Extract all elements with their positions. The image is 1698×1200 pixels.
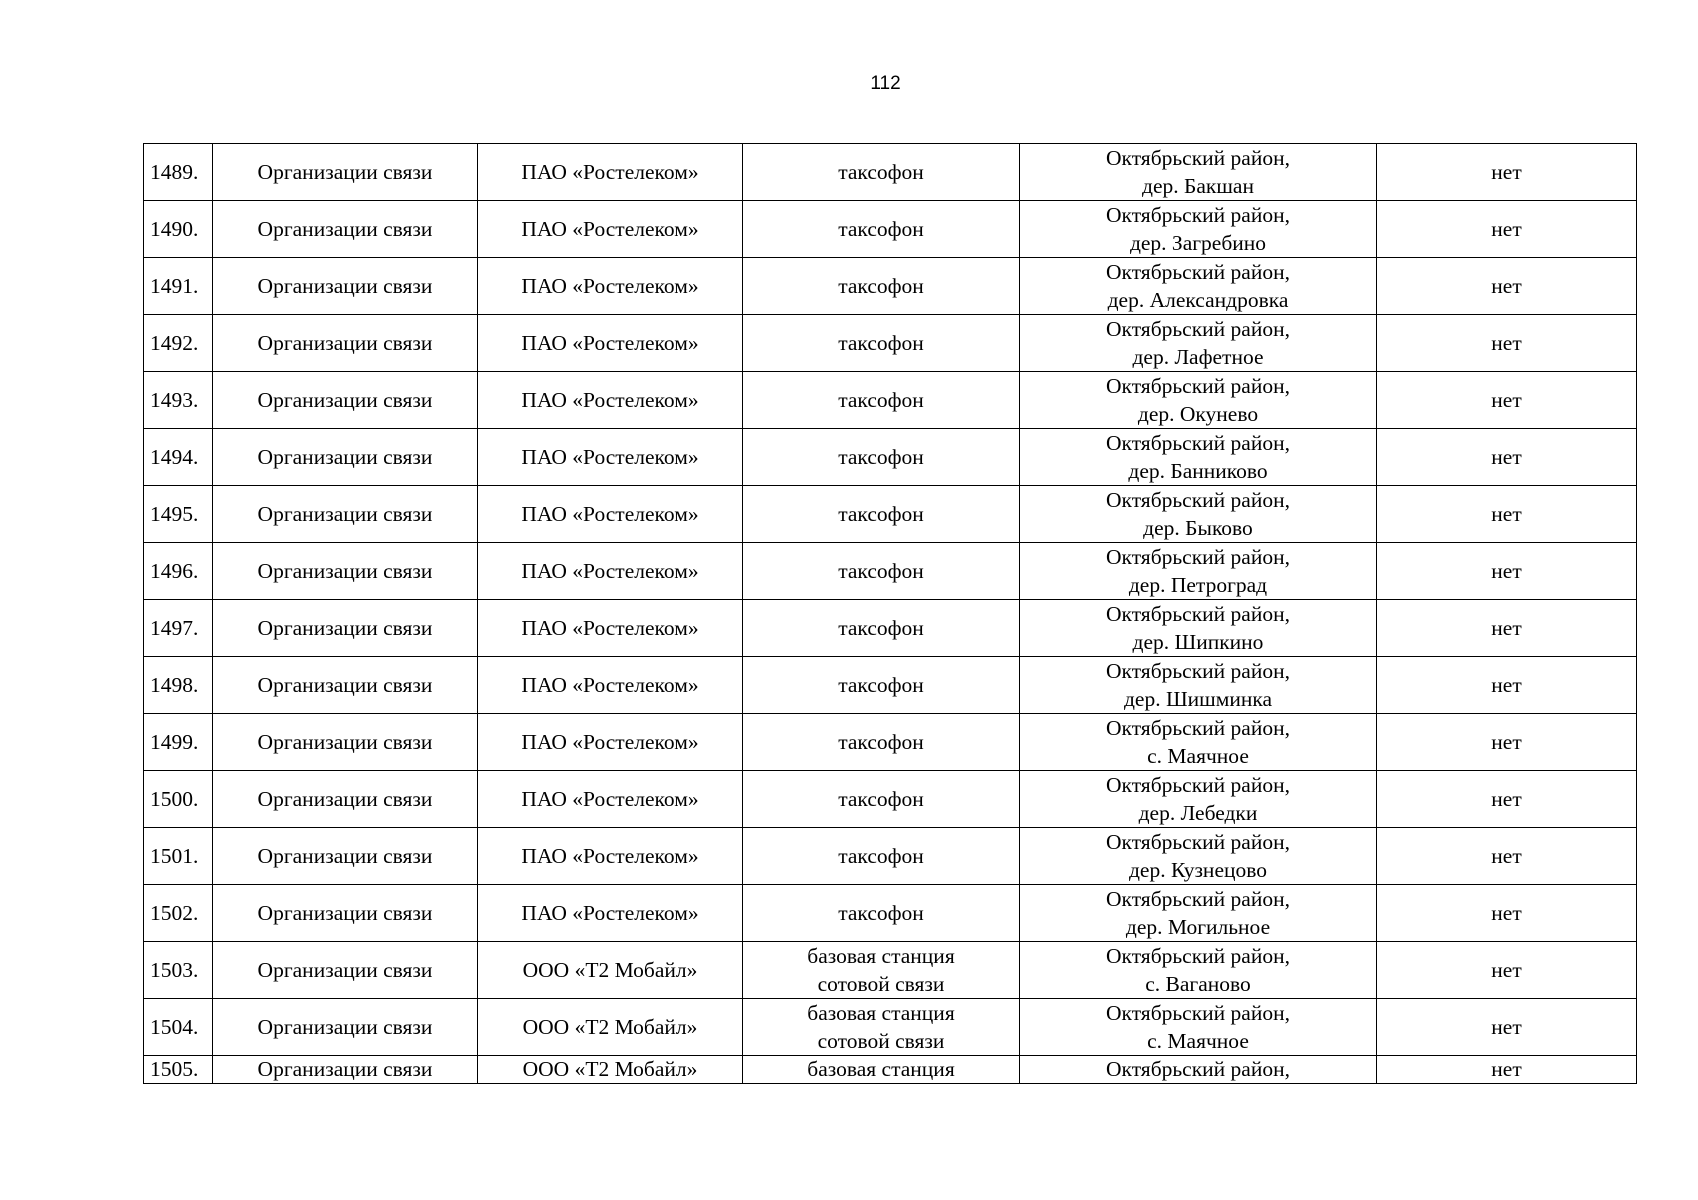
row-category: Организации связи [213, 885, 478, 942]
row-status: нет [1377, 828, 1637, 885]
row-address-line: Октябрьский район, [1106, 317, 1290, 341]
row-number: 1493. [144, 372, 213, 429]
row-object-type [743, 429, 1020, 486]
row-organization: ПАО «Ростелеком» [478, 771, 743, 828]
row-object-line: таксофон [838, 559, 924, 583]
row-status: нет [1377, 771, 1637, 828]
row-number: 1490. [144, 201, 213, 258]
row-address [1020, 201, 1377, 258]
row-address-line: дер. Банниково [1128, 459, 1268, 483]
table-row [144, 486, 1637, 543]
registry-table [143, 143, 1637, 1084]
table-row [144, 657, 1637, 714]
row-address [1020, 258, 1377, 315]
row-object-line: таксофон [838, 730, 924, 754]
row-status: нет [1377, 999, 1637, 1056]
row-address-line: дер. Лебедки [1138, 801, 1258, 825]
row-address [1020, 942, 1377, 999]
row-address [1020, 543, 1377, 600]
row-number: 1504. [144, 999, 213, 1056]
row-address [1020, 999, 1377, 1056]
row-object-line: сотовой связи [817, 972, 945, 996]
table-row [144, 999, 1637, 1056]
row-status: нет [1377, 942, 1637, 999]
row-category: Организации связи [213, 258, 478, 315]
row-category: Организации связи [213, 600, 478, 657]
row-category: Организации связи [213, 1056, 478, 1084]
row-address [1020, 429, 1377, 486]
row-address-line: Октябрьский район, [1106, 602, 1290, 626]
row-organization: ПАО «Ростелеком» [478, 201, 743, 258]
row-object-type [743, 771, 1020, 828]
row-status: нет [1377, 600, 1637, 657]
row-number: 1501. [144, 828, 213, 885]
row-object-type [743, 258, 1020, 315]
row-address [1020, 714, 1377, 771]
row-address-line: дер. Петроград [1128, 573, 1268, 597]
row-object-type [743, 144, 1020, 201]
registry-table-body [144, 144, 1637, 1084]
table-row [144, 429, 1637, 486]
row-status: нет [1377, 315, 1637, 372]
row-category: Организации связи [213, 486, 478, 543]
row-object-type [743, 657, 1020, 714]
row-status: нет [1377, 372, 1637, 429]
row-category: Организации связи [213, 828, 478, 885]
row-address-line: дер. Окунево [1137, 402, 1259, 426]
row-category: Организации связи [213, 144, 478, 201]
row-organization: ПАО «Ростелеком» [478, 885, 743, 942]
row-category: Организации связи [213, 429, 478, 486]
row-number: 1503. [144, 942, 213, 999]
row-status: нет [1377, 429, 1637, 486]
table-row [144, 942, 1637, 999]
row-object-type [743, 714, 1020, 771]
row-address-line: Октябрьский район, [1106, 488, 1290, 512]
row-object-type [743, 543, 1020, 600]
table-row [144, 828, 1637, 885]
row-address-line: Октябрьский район, [1106, 830, 1290, 854]
row-address-line: с. Маячное [1147, 744, 1249, 768]
row-address [1020, 657, 1377, 714]
row-address [1020, 486, 1377, 543]
row-address-line: Октябрьский район, [1106, 944, 1290, 968]
row-address-line: дер. Загребино [1129, 231, 1267, 255]
row-address-line: дер. Могильное [1125, 915, 1271, 939]
row-organization: ПАО «Ростелеком» [478, 486, 743, 543]
row-number: 1496. [144, 543, 213, 600]
row-address-line: Октябрьский район, [1106, 260, 1290, 284]
row-organization: ПАО «Ростелеком» [478, 372, 743, 429]
row-address-line: с. Маячное [1147, 1029, 1249, 1053]
row-category: Организации связи [213, 942, 478, 999]
table-row [144, 600, 1637, 657]
row-object-line: таксофон [838, 844, 924, 868]
row-organization: ПАО «Ростелеком» [478, 144, 743, 201]
row-address-line: Октябрьский район, [1106, 374, 1290, 398]
row-object-line: базовая станция [807, 1001, 955, 1025]
row-object-type [743, 372, 1020, 429]
row-object-line: таксофон [838, 901, 924, 925]
row-object-type [743, 201, 1020, 258]
row-object-line: таксофон [838, 331, 924, 355]
row-number: 1497. [144, 600, 213, 657]
row-address-line: Октябрьский район, [1106, 431, 1290, 455]
row-status: нет [1377, 201, 1637, 258]
row-address [1020, 885, 1377, 942]
row-address-line: дер. Бакшан [1142, 174, 1254, 198]
row-number: 1502. [144, 885, 213, 942]
row-category: Организации связи [213, 771, 478, 828]
row-address-line: дер. Александровка [1107, 288, 1289, 312]
row-address [1020, 315, 1377, 372]
table-row [144, 372, 1637, 429]
row-address-line: с. Ваганово [1145, 972, 1251, 996]
row-number: 1499. [144, 714, 213, 771]
row-category: Организации связи [213, 372, 478, 429]
row-organization: ПАО «Ростелеком» [478, 657, 743, 714]
row-object-line: сотовой связи [817, 1029, 945, 1053]
row-number: 1498. [144, 657, 213, 714]
row-organization: ПАО «Ростелеком» [478, 429, 743, 486]
table-row [144, 258, 1637, 315]
row-organization: ООО «Т2 Мобайл» [478, 1056, 743, 1084]
row-object-line: базовая станция [807, 944, 955, 968]
row-object-line: таксофон [838, 787, 924, 811]
row-object-type [743, 600, 1020, 657]
table-row [144, 885, 1637, 942]
row-number: 1494. [144, 429, 213, 486]
row-address-line: Октябрьский район, [1106, 773, 1290, 797]
row-number: 1492. [144, 315, 213, 372]
row-object-type [743, 1056, 1020, 1084]
row-address-line: Октябрьский район, [1106, 1001, 1290, 1025]
row-object-line: таксофон [838, 445, 924, 469]
row-category: Организации связи [213, 315, 478, 372]
row-address [1020, 372, 1377, 429]
row-address-line: Октябрьский район, [1106, 203, 1290, 227]
row-object-line: таксофон [838, 673, 924, 697]
table-row [144, 771, 1637, 828]
row-object-line: таксофон [838, 274, 924, 298]
table-row [144, 201, 1637, 258]
table-row [144, 144, 1637, 201]
row-organization: ПАО «Ростелеком» [478, 315, 743, 372]
row-organization: ПАО «Ростелеком» [478, 714, 743, 771]
row-status: нет [1377, 657, 1637, 714]
page-number: 112 [870, 73, 901, 94]
row-address-line: Октябрьский район, [1106, 146, 1290, 170]
row-object-line: таксофон [838, 502, 924, 526]
table-row [144, 1056, 1637, 1084]
row-organization: ООО «Т2 Мобайл» [478, 999, 743, 1056]
row-number: 1495. [144, 486, 213, 543]
row-object-line: таксофон [838, 388, 924, 412]
row-category: Организации связи [213, 999, 478, 1056]
row-status: нет [1377, 258, 1637, 315]
row-object-type [743, 828, 1020, 885]
row-object-line: таксофон [838, 217, 924, 241]
row-address-line: Октябрьский район, [1106, 1057, 1290, 1081]
table-row [144, 315, 1637, 372]
row-address-line: дер. Шипкино [1132, 630, 1264, 654]
row-address-line: дер. Кузнецово [1128, 858, 1267, 882]
row-status: нет [1377, 1056, 1637, 1084]
row-category: Организации связи [213, 714, 478, 771]
row-organization: ПАО «Ростелеком» [478, 828, 743, 885]
row-address-line: дер. Шишминка [1123, 687, 1272, 711]
row-category: Организации связи [213, 201, 478, 258]
row-address [1020, 771, 1377, 828]
row-status: нет [1377, 486, 1637, 543]
row-object-type [743, 942, 1020, 999]
row-address [1020, 600, 1377, 657]
table-row [144, 714, 1637, 771]
row-status: нет [1377, 714, 1637, 771]
row-object-type [743, 999, 1020, 1056]
row-category: Организации связи [213, 543, 478, 600]
row-address [1020, 144, 1377, 201]
row-address-line: дер. Быково [1143, 516, 1253, 540]
row-status: нет [1377, 543, 1637, 600]
row-object-type [743, 486, 1020, 543]
row-status: нет [1377, 144, 1637, 201]
row-organization: ПАО «Ростелеком» [478, 543, 743, 600]
row-address-line: Октябрьский район, [1106, 545, 1290, 569]
row-object-line: таксофон [838, 616, 924, 640]
row-object-type [743, 315, 1020, 372]
row-object-line: базовая станция [807, 1057, 955, 1081]
row-organization: ПАО «Ростелеком» [478, 258, 743, 315]
row-object-line: таксофон [838, 160, 924, 184]
row-number: 1500. [144, 771, 213, 828]
row-address-line: Октябрьский район, [1106, 716, 1290, 740]
row-address-line: Октябрьский район, [1106, 659, 1290, 683]
row-number: 1491. [144, 258, 213, 315]
row-address [1020, 828, 1377, 885]
row-organization: ООО «Т2 Мобайл» [478, 942, 743, 999]
table-row [144, 543, 1637, 600]
row-address-line: Октябрьский район, [1106, 887, 1290, 911]
row-status: нет [1377, 885, 1637, 942]
row-number: 1505. [144, 1056, 213, 1084]
row-address [1020, 1056, 1377, 1084]
row-organization: ПАО «Ростелеком» [478, 600, 743, 657]
row-object-type [743, 885, 1020, 942]
row-number: 1489. [144, 144, 213, 201]
row-address-line: дер. Лафетное [1132, 345, 1264, 369]
row-category: Организации связи [213, 657, 478, 714]
